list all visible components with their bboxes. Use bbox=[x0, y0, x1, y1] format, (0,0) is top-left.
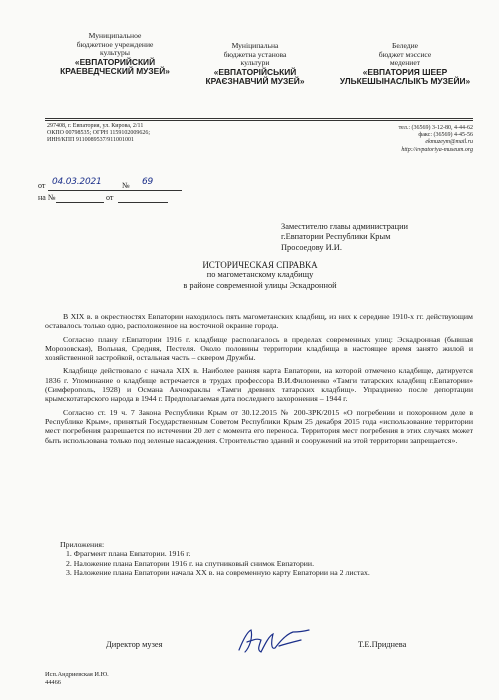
attachment-item-3: 3. Наложение плана Евпатории начала XX в. на современную карту Евпатории на 2 листах. bbox=[66, 567, 370, 577]
outgoing-from-label: от bbox=[38, 181, 46, 190]
letterhead-ua-name1: «ЕВПАТОРІЙСЬКИЙ bbox=[213, 66, 297, 77]
phone: тел.: (36569) 3-12-80, 4-44-62 bbox=[398, 125, 473, 131]
addressee-line2: г.Евпатории Республики Крым bbox=[281, 232, 391, 242]
letterhead-ua-line2: бюджетна установа bbox=[223, 49, 287, 59]
letterhead-ru-name2: КРАЕВЕДЧЕСКИЙ МУЗЕЙ» bbox=[60, 66, 170, 77]
title-sub1: по магометанскому кладбищу bbox=[206, 270, 314, 280]
paragraph-1: В XIX в. в окрестностях Евпатории находилось пять магометанских кладбищ, из них к середине 1910-х гг. действующим оставалось только одно, расположенное на восточной окраине города. bbox=[45, 312, 473, 331]
letterhead-crh-line3: медениет bbox=[389, 58, 421, 68]
addressee-line3: Просоедову И.И. bbox=[281, 242, 342, 252]
outgoing-number-label: № bbox=[122, 181, 130, 190]
letterhead-ukrainian bbox=[180, 42, 330, 87]
addressee-block bbox=[281, 222, 481, 253]
paragraph-3: Кладбище действовало с начала XIX в. Наиболее ранняя карта Евпатории, на которой отмечено кладбище, датируется 1836 г. Упоминание о кладбище встречается в трудах профессора В.И.Филоненко «Тамги татарских кладбищ г.Евпатории» (Симферополь, 1928) и Османа Акчокраклы «Тамги древних татарских кладбищ». Упразднено после депортации крымскотатарского народа в 1944 г. Предполагаемая дата последнего захоронения – 1944 г. bbox=[45, 366, 473, 404]
letterhead-ua-line1: Муніципальна bbox=[231, 41, 279, 50]
letterhead-ua-name2: КРАЄЗНАВЧИЙ МУЗЕЙ» bbox=[205, 76, 305, 87]
addressee-line1: Заместителю главы администрации bbox=[281, 222, 409, 231]
executor-phone: 44466 bbox=[45, 678, 61, 686]
requisites-left bbox=[47, 123, 247, 145]
reply-from-label: от bbox=[106, 193, 114, 202]
document-title bbox=[140, 260, 380, 291]
fax: факс: (36569) 4-45-56 bbox=[418, 132, 473, 139]
email-link[interactable]: ekmuzeym@mail.ru bbox=[425, 139, 473, 146]
paragraph-4: Согласно ст. 19 ч. 7 Закона Республики Крым от 30.12.2015 № 200-ЗРК/2015 «О погребении и похоронном деле в Республике Крым», принятый Государственным Советом Республики Крым 25 декабря 2015 года «использование территории мест погребения разрешается по истечении 20 лет с момента его переноса. Территория мест погребения в этих случаях может быть использована только под зеленые насаждения. Строительство зданий и сооружений на этой территории запрещается». bbox=[45, 407, 473, 445]
letterhead-rule-bottom bbox=[45, 120, 473, 121]
attachments-block bbox=[60, 540, 474, 577]
letterhead-crimean-tatar bbox=[330, 42, 480, 87]
attachments-heading: Приложения: bbox=[60, 540, 105, 549]
letterhead-russian bbox=[40, 32, 190, 77]
executor-block bbox=[45, 671, 109, 687]
letterhead-ru-line3: культуры bbox=[100, 48, 130, 58]
body-text bbox=[45, 312, 473, 445]
executor-name: Исп.Андриевская И.Ю. bbox=[45, 671, 109, 678]
okpo-ogrn: ОКПО 00798535; ОГРН 1159102009626; bbox=[47, 130, 151, 137]
letterhead-crh-line1: Беледие bbox=[391, 41, 419, 50]
website-link[interactable]: http://evpatoriya-museum.org bbox=[401, 146, 473, 153]
reply-number-label: на № bbox=[38, 193, 56, 202]
outgoing-date: 04.03.2021 bbox=[52, 177, 102, 187]
outgoing-number: 69 bbox=[142, 177, 154, 187]
letterhead-crh-name2: УЛЬКЕШЫНАСЛЫКЪ МУЗЕЙИ» bbox=[339, 76, 471, 87]
attachment-item-1: 1. Фрагмент плана Евпатории. 1916 г. bbox=[66, 549, 191, 559]
letterhead-ru-line1: Муниципальное bbox=[88, 31, 142, 40]
title-sub2: в районе современной улицы Эскадронной bbox=[183, 280, 337, 290]
letterhead-ua-line3: культури bbox=[240, 58, 270, 68]
reply-date-underline bbox=[118, 202, 168, 203]
letterhead-crh-line2: бюджет мэссисе bbox=[378, 49, 432, 59]
letterhead-crh-name1: «ЕВПАТОРИЯ ШЕЕР bbox=[362, 66, 448, 77]
address: 297408, г. Евпатория, ул. Кирова, 2/11 bbox=[47, 123, 144, 129]
letterhead-ru-line2: бюджетное учреждение bbox=[76, 39, 154, 49]
reply-line bbox=[38, 193, 198, 205]
inn-kpp: ИНН/КПП 9110089537/911001001 bbox=[47, 137, 135, 144]
outgoing-underline bbox=[48, 190, 182, 191]
attachment-item-2: 2. Наложение плана Евпатории 1916 г. на спутниковый снимок Евпатории. bbox=[66, 558, 315, 568]
letterhead-rule-top bbox=[45, 118, 473, 119]
handwritten-signature bbox=[235, 626, 320, 656]
title-main: ИСТОРИЧЕСКАЯ СПРАВКА bbox=[202, 260, 318, 270]
requisites-right bbox=[273, 125, 473, 154]
letterhead-ru-name1: «ЕВПАТОРИЙСКИЙ bbox=[74, 56, 156, 67]
outgoing-line bbox=[38, 177, 198, 193]
signatory-name: Т.Е.Приднева bbox=[358, 640, 407, 649]
reply-number-underline bbox=[56, 202, 104, 203]
signatory-position: Директор музея bbox=[106, 640, 163, 649]
paragraph-2: Согласно плану г.Евпатории 1916 г. кладбище располагалось в пределах современных улиц: Эскадронная (бывшая Морозовская), Вольная, Средняя, Пестеля. Около половины территории кладбища в настоящее время занято жилой и хозяйственной застройкой, остальная часть – сквером Дружбы. bbox=[45, 334, 473, 363]
